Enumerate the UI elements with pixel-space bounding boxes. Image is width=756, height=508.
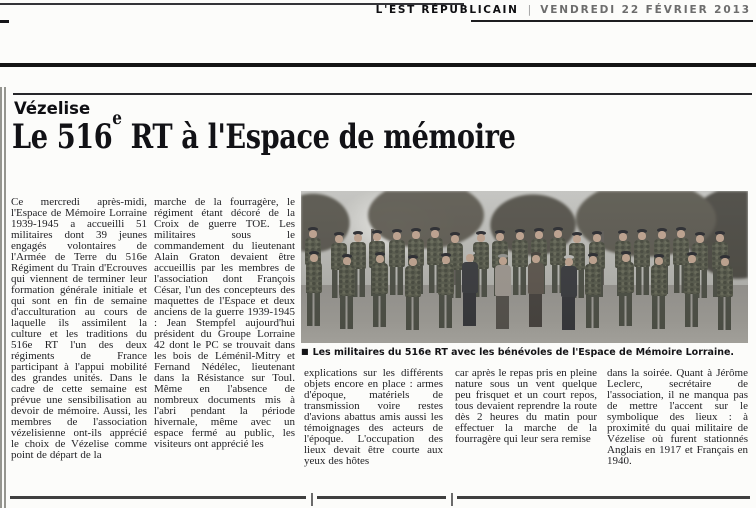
masthead-title: L'EST RÉPUBLICAIN xyxy=(375,4,519,16)
bottom-rule-segment xyxy=(317,496,446,499)
left-column-rule-inner xyxy=(4,87,6,508)
caption-bullet: ■ xyxy=(301,347,309,356)
headline-superscript: e xyxy=(112,106,122,129)
headline-text-rest: RT à l'Espace de mémoire xyxy=(121,117,516,157)
caption-text: Les militaires du 516e RT avec les bénévoles de l'Espace de Mémoire Lorraine. xyxy=(312,347,735,358)
article-column-4: car après le repas pris en pleine nature sous un vent quelque peu frisquet et un court repos, tous devaient reprendre la route dès 2 heures du matin pour effectuer la marche de la fourragère qui leur sera remise xyxy=(455,368,597,445)
photo-caption xyxy=(301,347,748,358)
article-top-rule xyxy=(0,63,756,67)
bottom-column-tick xyxy=(451,493,453,506)
masthead xyxy=(376,4,751,16)
article-column-1: Ce mercredi après-midi, l'Espace de Mémoire Lorraine 1939-1945 a accueilli 51 militaires dont 39 jeunes engagés volontaires de l'Armée de Terre du 516e Régiment du Train d'Ecrouves qui viennent de terminer leur formation générale initiale et qui sont en fin de semaine d'acculturation au cours de laquelle ils assimilent la culture et les traditions du 516e RT l'un des deux régiments de France participant à l'appui mobilité des grandes unités. Dans le cadre de cette semaine est prévue une sensibilisation au devoir de mémoire. Aussi, les membres de l'association vézelisienne ont-ils apprécié le choix de Vézelise comme point de départ de la xyxy=(11,197,147,461)
article-column-5: dans la soirée. Quant à Jérôme Leclerc, secrétaire de l'association, il ne manqua pas de mettre l'accent sur le symbolique des lieux : à proximité du quai militaire de Vézelise où furent stationnés Anglais en 1917 et Français en 1940. xyxy=(607,368,748,467)
masthead-separator: | xyxy=(527,4,532,16)
headline-text-prefix: Le 516 xyxy=(12,117,113,157)
masthead-date: VENDREDI 22 FÉVRIER 2013 xyxy=(540,4,751,16)
bottom-column-tick xyxy=(311,493,313,506)
headline-top-rule xyxy=(13,93,752,95)
article-column-2: marche de la fourragère, le régiment étant décoré de la Croix de guerre TOE. Les militaires sous le commandement du lieutenant Alain Graton devaient être accueillis par les membres de l'association dont François César, l'un des concepteurs des maquettes de l'Espace et deux anciens de la guerre 1939-1945 : Jean Stempfel aujourd'hui président du Groupe Lorraine 42 dont le PC se trouvait dans les bois de Léménil-Mitry et Fernand Nédélec, lieutenant dans la Résistance sur Toul. Même en l'absence de nombreux documents mis à l'abri pendant la période hivernale, même avec un espace fermé au public, les visiteurs ont apprécié les xyxy=(154,197,295,450)
article-column-3: explications sur les différents objets encore en place : armes d'époque, matériels de transmission voire restes d'avions abattus amis aussi les témoignages des acteurs de l'époque. L'occupation des lieux devait être courte aux yeux des hôtes xyxy=(304,368,443,467)
photo-tone-overlay xyxy=(301,191,748,343)
article-photo xyxy=(301,191,748,343)
section-kicker: Vézelise xyxy=(14,99,91,118)
left-column-rule xyxy=(0,87,2,508)
masthead-rule-stub xyxy=(0,20,9,23)
masthead-rule xyxy=(471,20,753,22)
bottom-rule-segment xyxy=(457,496,750,499)
bottom-rule-segment xyxy=(10,496,306,499)
